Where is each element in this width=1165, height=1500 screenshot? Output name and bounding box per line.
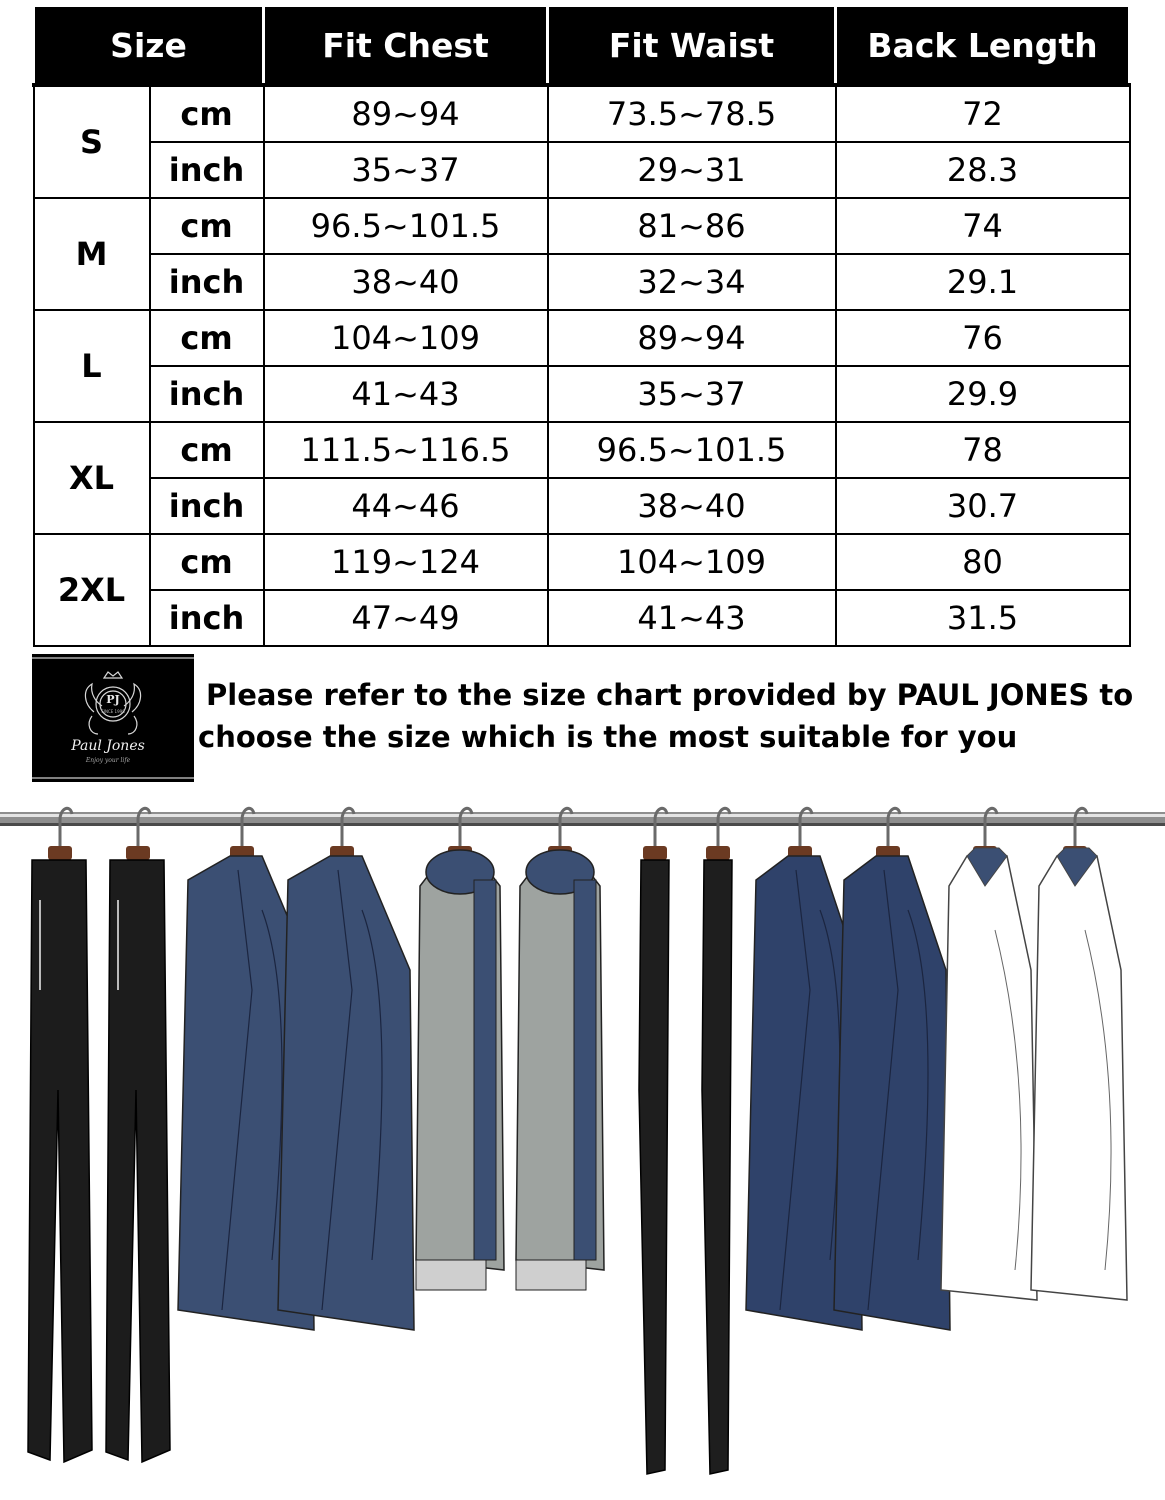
- size-label: M: [34, 198, 150, 310]
- unit-label: inch: [150, 366, 264, 422]
- fit-waist-value: 81~86: [548, 198, 836, 254]
- size-row-2xl-cm: [34, 534, 1130, 590]
- size-row-2xl-inch: [34, 590, 1130, 646]
- size-row-xl-cm: [34, 422, 1130, 478]
- hanger-clip-icon: [706, 846, 730, 860]
- blazer-on-hanger: [834, 808, 950, 1330]
- logo-monogram: PJ: [106, 693, 120, 706]
- header-size: Size: [34, 6, 264, 86]
- fit-chest-value: 104~109: [264, 310, 548, 366]
- unit-label: inch: [150, 590, 264, 646]
- size-row-s-inch: [34, 142, 1130, 198]
- fit-waist-value: 89~94: [548, 310, 836, 366]
- back-length-value: 29.9: [836, 366, 1130, 422]
- size-row-m-cm: [34, 198, 1130, 254]
- back-length-value: 76: [836, 310, 1130, 366]
- size-row-s-cm: [34, 85, 1130, 142]
- dress-shirt-on-hanger: [941, 808, 1037, 1300]
- unit-label: cm: [150, 310, 264, 366]
- fit-chest-value: 119~124: [264, 534, 548, 590]
- logo-seal-text: SINCE 1998: [101, 709, 125, 714]
- slim-trousers-on-hanger: [639, 808, 669, 1474]
- fit-waist-value: 29~31: [548, 142, 836, 198]
- hanger-clip-icon: [48, 846, 72, 860]
- back-length-value: 72: [836, 85, 1130, 142]
- size-row-l-cm: [34, 310, 1130, 366]
- size-row-m-inch: [34, 254, 1130, 310]
- table-body: [34, 85, 1130, 646]
- hanger-clip-icon: [643, 846, 667, 860]
- unit-label: inch: [150, 254, 264, 310]
- trousers-on-hanger: [106, 808, 170, 1462]
- fit-chest-value: 44~46: [264, 478, 548, 534]
- size-notice: [198, 674, 1148, 758]
- hooded-jacket-on-hanger: [416, 808, 504, 1290]
- back-length-value: 78: [836, 422, 1130, 478]
- fit-waist-value: 104~109: [548, 534, 836, 590]
- unit-label: cm: [150, 85, 264, 142]
- size-label: 2XL: [34, 534, 150, 646]
- notice-line-2: choose the size which is the most suitable for you: [198, 720, 1018, 754]
- fit-chest-value: 47~49: [264, 590, 548, 646]
- logo-tagline: Enjoy your life: [85, 757, 131, 764]
- unit-label: inch: [150, 478, 264, 534]
- back-length-value: 80: [836, 534, 1130, 590]
- size-row-xl-inch: [34, 478, 1130, 534]
- fit-waist-value: 73.5~78.5: [548, 85, 836, 142]
- fit-waist-value: 35~37: [548, 366, 836, 422]
- paul-jones-logo: [32, 654, 194, 782]
- hooded-jacket-on-hanger: [516, 808, 604, 1290]
- fit-waist-value: 41~43: [548, 590, 836, 646]
- back-length-value: 28.3: [836, 142, 1130, 198]
- slim-trousers-on-hanger: [702, 808, 732, 1474]
- back-length-value: 31.5: [836, 590, 1130, 646]
- header-row: [34, 6, 1130, 86]
- unit-label: cm: [150, 534, 264, 590]
- trousers-on-hanger: [28, 808, 92, 1462]
- size-label: L: [34, 310, 150, 422]
- fit-chest-value: 38~40: [264, 254, 548, 310]
- header-fit-chest: Fit Chest: [264, 6, 548, 86]
- hanger-clip-icon: [126, 846, 150, 860]
- fit-chest-value: 111.5~116.5: [264, 422, 548, 478]
- unit-label: inch: [150, 142, 264, 198]
- back-length-value: 29.1: [836, 254, 1130, 310]
- size-label: XL: [34, 422, 150, 534]
- fit-waist-value: 38~40: [548, 478, 836, 534]
- fit-chest-value: 96.5~101.5: [264, 198, 548, 254]
- fit-chest-value: 41~43: [264, 366, 548, 422]
- notice-line-1: Please refer to the size chart provided by PAUL JONES to: [206, 678, 1134, 712]
- logo-brand-name: Paul Jones: [71, 738, 145, 754]
- dress-shirt-on-hanger: [1031, 808, 1127, 1300]
- fit-waist-value: 32~34: [548, 254, 836, 310]
- size-label: S: [34, 85, 150, 198]
- size-row-l-inch: [34, 366, 1130, 422]
- header-fit-waist: Fit Waist: [548, 6, 836, 86]
- back-length-value: 74: [836, 198, 1130, 254]
- size-chart-table: [32, 4, 1131, 647]
- header-back-length: Back Length: [836, 6, 1130, 86]
- blazer-on-hanger: [278, 808, 414, 1330]
- clothing-rack-illustration: [0, 790, 1165, 1500]
- fit-chest-value: 35~37: [264, 142, 548, 198]
- back-length-value: 30.7: [836, 478, 1130, 534]
- unit-label: cm: [150, 198, 264, 254]
- crest-emblem-icon: [32, 654, 194, 782]
- garment-group: [28, 808, 1127, 1474]
- unit-label: cm: [150, 422, 264, 478]
- fit-waist-value: 96.5~101.5: [548, 422, 836, 478]
- fit-chest-value: 89~94: [264, 85, 548, 142]
